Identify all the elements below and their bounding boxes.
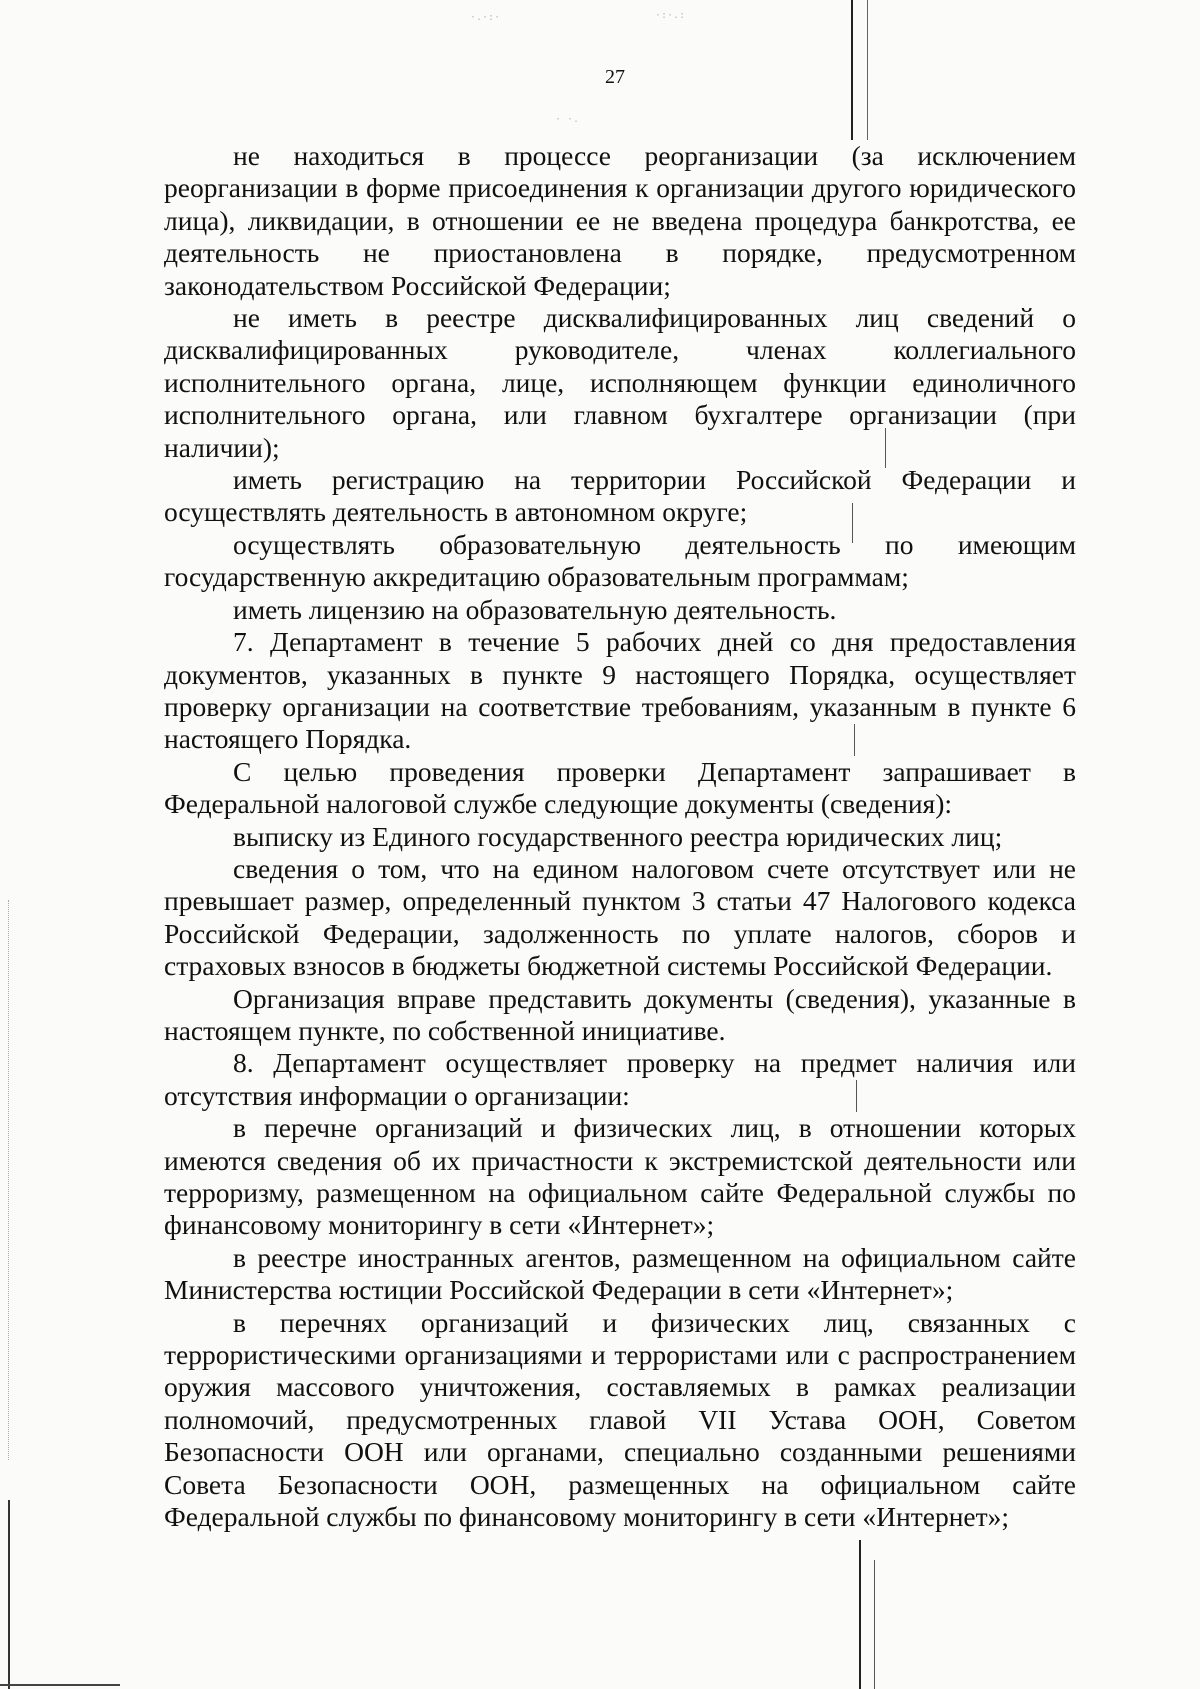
page-number: 27 — [605, 66, 625, 88]
paragraph: выписку из Единого государственного реестра юридических лиц; — [233, 820, 1003, 852]
paragraph: в перечне организаций и физических лиц, в отношении которых имеются сведения об их причастности к экстремистской деятельности или терроризму, размещенном на официальном сайте Федеральной службы по финансовому мониторингу в сети «Интернет»; — [164, 1112, 1076, 1241]
scan-speck: ·:·.: — [655, 10, 686, 21]
scan-speck: · ·. — [555, 114, 580, 125]
paragraph: сведения о том, что на едином налоговом счете отсутствует или не превышает размер, определенный пунктом 3 статьи 47 Налогового кодекса Российской Федерации, задолженность по уплате налогов, сборов и страховых взносов в бюджеты бюджетной системы Российской Федерации. — [164, 852, 1076, 982]
document-body — [164, 140, 1076, 1533]
scan-vertical-line — [859, 1540, 861, 1689]
scan-vertical-line — [874, 1560, 875, 1689]
paragraph: в реестре иностранных агентов, размещенном на официальном сайте Министерства юстиции Российской Федерации в сети «Интернет»; — [164, 1241, 1076, 1306]
paragraph: иметь регистрацию на территории Российской Федерации и осуществлять деятельность в автономном округе; — [164, 464, 1076, 528]
paragraph: в перечнях организаций и физических лиц, связанных с террористическими организациями и террористами или с распространением оружия массового уничтожения, составляемых в рамках реализации полномочий, предусмотренных главой VII Устава ООН, Советом Безопасности ООН или органами, специально созданными решениями Совета Безопасности ООН, размещенных на официальном сайте Федеральной службы по финансовому мониторингу в сети «Интернет»; — [164, 1306, 1076, 1533]
scan-speck: ·.·:· — [470, 12, 501, 23]
paragraph: Организация вправе представить документы (сведения), указанные в настоящем пункте, по собственной инициативе. — [164, 982, 1076, 1046]
scan-left-dotted-edge — [8, 900, 9, 1460]
paragraph: иметь лицензию на образовательную деятельность. — [233, 593, 837, 625]
paragraph: С целью проведения проверки Департамент запрашивает в Федеральной налоговой службе следующие документы (сведения): — [164, 755, 1076, 820]
paragraph: 7. Департамент в течение 5 рабочих дней со дня предоставления документов, указанных в пункте 9 настоящего Порядка, осуществляет проверку организации на соответствие требованиям, указанным в пункте 6 настоящего Порядка. — [164, 626, 1076, 755]
paragraph: не иметь в реестре дисквалифицированных лиц сведений о дисквалифицированных руководителе, членах коллегиального исполнительного органа, лице, исполняющем функции единоличного исполнительного органа, или главном бухгалтере организации (при наличии); — [164, 302, 1076, 463]
paragraph: не находиться в процессе реорганизации (за исключением реорганизации в форме присоединения к организации другого юридического лица), ликвидации, в отношении ее не введена процедура банкротства, ее деятельность не приостановлена в порядке, предусмотренном законодательством Российской Федерации; — [164, 140, 1076, 301]
paragraph: осуществлять образовательную деятельность по имеющим государственную аккредитацию образовательным программам; — [164, 528, 1076, 593]
paragraph: 8. Департамент осуществляет проверку на предмет наличия или отсутствия информации о организации: — [164, 1047, 1076, 1111]
scan-left-edge — [8, 1500, 10, 1689]
scan-bottom-edge — [0, 1684, 120, 1686]
